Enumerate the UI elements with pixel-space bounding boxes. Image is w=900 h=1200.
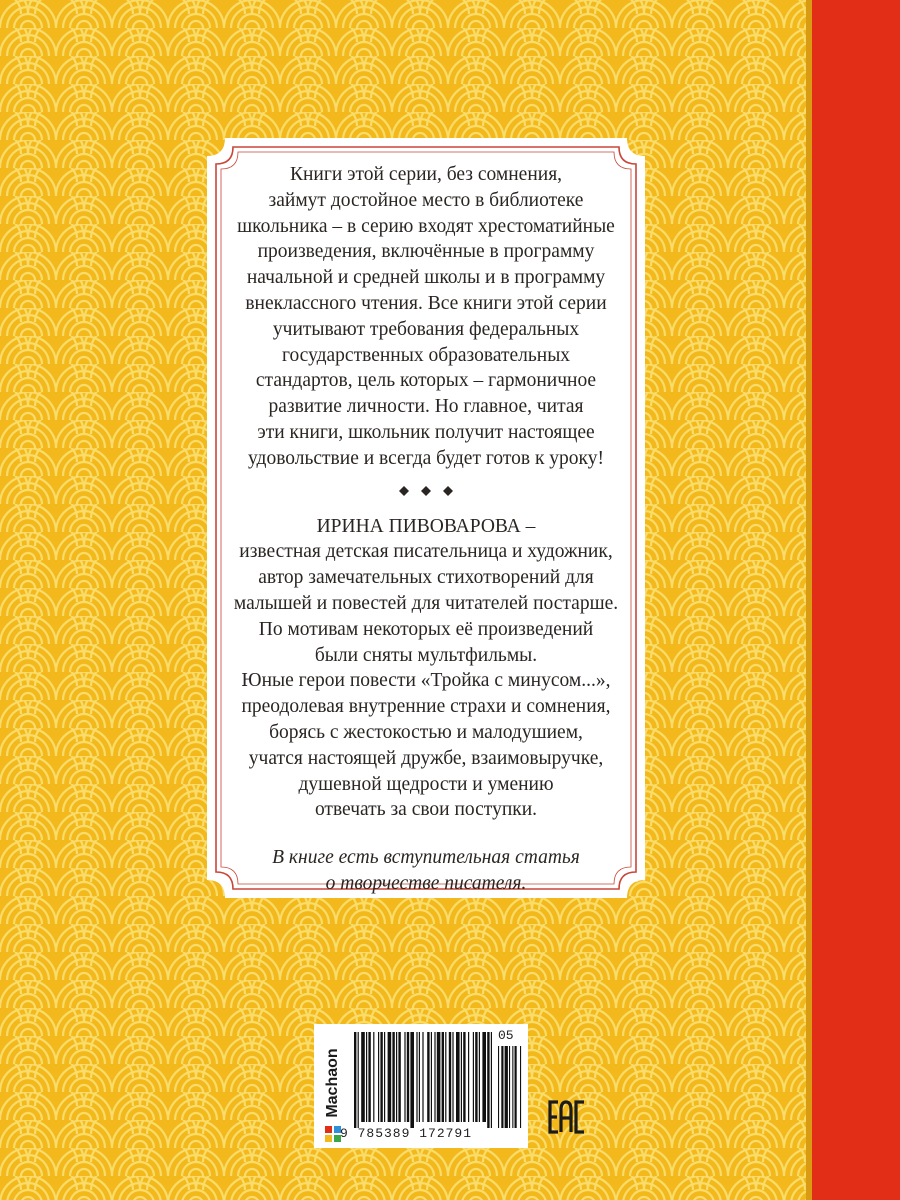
eac-mark-icon bbox=[548, 1100, 586, 1134]
author-heading: ИРИНА ПИВОВАРОВА – bbox=[316, 515, 536, 537]
series-line: займут достойное место в библиотеке bbox=[268, 189, 584, 211]
isbn-digits: 9 785389 172791 bbox=[340, 1126, 473, 1141]
series-line: удовольствие и всегда будет готов к уроку! bbox=[248, 447, 604, 469]
series-line: государственных образовательных bbox=[281, 344, 571, 366]
author-line: душевной щедрости и умению bbox=[298, 773, 554, 795]
red-spine-strip bbox=[812, 0, 900, 1200]
author-line: автор замечательных стихотворений для bbox=[258, 567, 594, 589]
note-line: В книге есть вступительная статья bbox=[272, 847, 580, 869]
series-line: начальной и средней школы и в программу bbox=[246, 267, 606, 289]
description-text-block bbox=[222, 162, 630, 894]
machaon-logo-icon bbox=[325, 1126, 341, 1142]
three-diamonds-icon bbox=[222, 481, 630, 507]
intro-article-note bbox=[222, 845, 630, 897]
author-line: преодолевая внутренние страхи и сомнения, bbox=[241, 696, 611, 718]
author-line: отвечать за свои поступки. bbox=[314, 799, 538, 821]
series-line: развитие личности. Но главное, читая bbox=[268, 396, 584, 418]
series-line: внеклассного чтения. Все книги этой серии bbox=[245, 292, 607, 314]
author-line: учатся настоящей дружбе, взаимовыручке, bbox=[248, 747, 604, 769]
series-line: учитывают требования федеральных bbox=[272, 318, 580, 340]
author-line: По мотивам некоторых её произведений bbox=[258, 618, 594, 640]
author-blurb bbox=[222, 514, 630, 824]
note-line: о творчестве писателя. bbox=[325, 872, 527, 894]
spacer bbox=[222, 823, 630, 845]
barcode-addon-digits: 05 bbox=[498, 1028, 514, 1043]
isbn-barcode bbox=[352, 1032, 522, 1132]
author-line: были сняты мультфильмы. bbox=[314, 644, 538, 666]
series-line: Книги этой серии, без сомнения, bbox=[289, 164, 563, 185]
author-line: малышей и повестей для читателей постарше. bbox=[233, 592, 619, 614]
series-line: произведения, включённые в программу bbox=[257, 241, 595, 263]
series-blurb bbox=[222, 162, 630, 472]
series-line: стандартов, цель которых – гармоничное bbox=[255, 370, 597, 392]
author-line: известная детская писательница и художник, bbox=[239, 541, 613, 563]
series-line: школьника – в серию входят хрестоматийные bbox=[237, 215, 615, 237]
publisher-name: Machaon bbox=[324, 1048, 341, 1118]
author-line: борясь с жестокостью и малодушием, bbox=[269, 721, 583, 743]
series-line: эти книги, школьник получит настоящее bbox=[257, 421, 595, 443]
author-line: Юные герои повести «Тройка с минусом...», bbox=[241, 670, 611, 692]
